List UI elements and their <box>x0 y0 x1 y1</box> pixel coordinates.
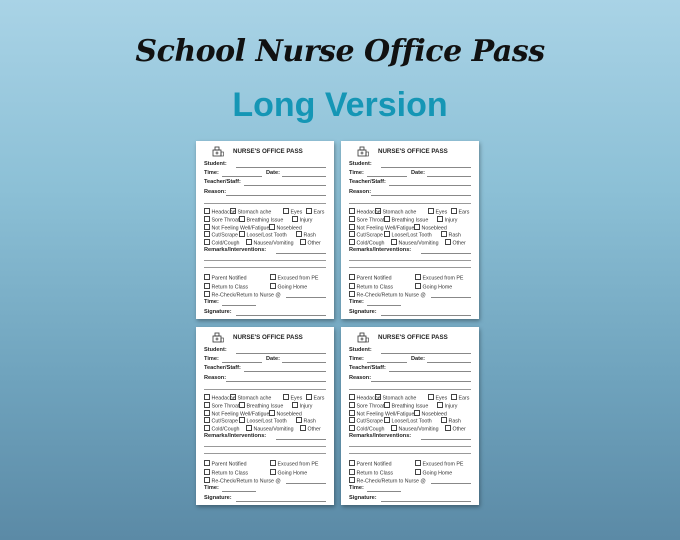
excused-pe-checkbox[interactable]: Excused from PE <box>270 460 318 468</box>
symptom-checkbox[interactable]: Nosebleed <box>269 410 302 418</box>
symptom-checkbox[interactable]: Headache <box>349 394 381 402</box>
symptom-checkbox[interactable]: Cut/Scrape <box>204 231 238 239</box>
symptom-checkbox[interactable]: Other <box>445 425 466 433</box>
symptom-checkbox[interactable]: Injury <box>292 216 312 224</box>
symptom-checkbox[interactable]: Not Feeling Well/Fatigue <box>204 410 269 418</box>
recheck-checkbox[interactable]: Re-Check/Return to Nurse @ <box>349 477 426 485</box>
remarks-line-2[interactable] <box>349 446 471 447</box>
symptom-checkbox[interactable]: Rash <box>441 417 461 425</box>
reason-label: Reason: <box>204 189 227 195</box>
recheck-line[interactable] <box>286 297 326 298</box>
student-line[interactable] <box>381 167 471 168</box>
excused-pe-checkbox[interactable]: Excused from PE <box>270 274 318 282</box>
time2-line[interactable] <box>367 305 401 306</box>
pass-header <box>212 145 324 159</box>
teacher-line[interactable] <box>244 185 326 186</box>
symptom-checkbox[interactable]: Loose/Lost Tooth <box>384 417 432 425</box>
remarks-line-2[interactable] <box>204 260 326 261</box>
symptom-checkbox[interactable]: Eyes <box>283 208 302 216</box>
symptom-checkbox[interactable]: Injury <box>437 216 457 224</box>
time2-label: Time: <box>204 485 219 491</box>
symptom-checkbox[interactable]: Sore Throat <box>204 216 239 224</box>
symptom-checkbox[interactable]: Cold/Cough <box>204 239 239 247</box>
pass-header-text: NURSE'S OFFICE PASS <box>378 148 448 155</box>
parent-notified-checkbox[interactable]: Parent Notified <box>349 274 392 282</box>
nurse-kit-icon <box>212 331 224 343</box>
excused-pe-checkbox[interactable]: Excused from PE <box>415 274 463 282</box>
symptom-checkbox[interactable]: Eyes <box>428 394 447 402</box>
remarks-line[interactable] <box>421 439 471 440</box>
teacher-line[interactable] <box>389 371 471 372</box>
symptom-checkbox[interactable]: Loose/Lost Tooth <box>384 231 432 239</box>
remarks-line[interactable] <box>421 253 471 254</box>
remarks-line[interactable] <box>276 439 326 440</box>
time2-label: Time: <box>349 485 364 491</box>
remarks-line-3[interactable] <box>349 453 471 454</box>
nurse-pass-card <box>341 141 479 319</box>
symptom-checkbox[interactable]: Rash <box>441 231 461 239</box>
going-home-checkbox[interactable]: Going Home <box>415 283 452 291</box>
symptom-checkbox[interactable]: Cold/Cough <box>204 425 239 433</box>
time-label: Time: <box>349 356 364 362</box>
date-line[interactable] <box>282 362 326 363</box>
symptom-checkbox[interactable]: Nosebleed <box>414 224 447 232</box>
reason-line[interactable] <box>371 195 471 196</box>
teacher-line[interactable] <box>244 371 326 372</box>
student-line[interactable] <box>236 353 326 354</box>
time2-line[interactable] <box>367 491 401 492</box>
student-line[interactable] <box>381 353 471 354</box>
date-line[interactable] <box>427 176 471 177</box>
symptom-checkbox[interactable]: Breathing Issue <box>239 216 283 224</box>
symptom-checkbox[interactable]: Stomach ache <box>375 208 416 216</box>
symptom-checkbox[interactable]: Other <box>300 425 321 433</box>
time-line[interactable] <box>367 176 407 177</box>
reason-line-2[interactable] <box>204 203 326 204</box>
student-line[interactable] <box>236 167 326 168</box>
symptom-checkbox[interactable]: Cold/Cough <box>349 425 384 433</box>
symptom-checkbox[interactable]: Ears <box>306 208 324 216</box>
recheck-checkbox[interactable]: Re-Check/Return to Nurse @ <box>349 291 426 299</box>
symptom-checkbox[interactable]: Nausea/Vomiting <box>246 239 294 247</box>
remarks-line-3[interactable] <box>204 453 326 454</box>
remarks-label: Remarks/Interventions: <box>204 433 267 439</box>
going-home-checkbox[interactable]: Going Home <box>270 283 307 291</box>
remarks-label: Remarks/Interventions: <box>349 433 412 439</box>
symptom-checkbox[interactable]: Headache <box>204 394 236 402</box>
reason-line[interactable] <box>371 381 471 382</box>
symptom-checkbox[interactable]: Breathing Issue <box>384 216 428 224</box>
symptom-checkbox[interactable]: Injury <box>437 402 457 410</box>
remarks-label: Remarks/Interventions: <box>349 247 412 253</box>
symptom-checkbox[interactable]: Rash <box>296 417 316 425</box>
symptom-checkbox[interactable]: Nausea/Vomiting <box>246 425 294 433</box>
symptom-checkbox[interactable]: Not Feeling Well/Fatigue <box>204 224 269 232</box>
student-label: Student: <box>204 347 227 353</box>
symptom-checkbox[interactable]: Not Feeling Well/Fatigue <box>349 224 414 232</box>
time2-label: Time: <box>204 299 219 305</box>
symptom-checkbox[interactable]: Stomach ache <box>230 208 271 216</box>
nurse-pass-card <box>196 141 334 319</box>
symptom-checkbox[interactable]: Loose/Lost Tooth <box>239 231 287 239</box>
symptom-checkbox[interactable]: Breathing Issue <box>384 402 428 410</box>
date-label: Date: <box>266 170 280 176</box>
symptom-checkbox[interactable]: Cut/Scrape <box>204 417 238 425</box>
time-label: Time: <box>204 170 219 176</box>
symptom-checkbox[interactable]: Eyes <box>428 208 447 216</box>
time-line[interactable] <box>222 176 262 177</box>
symptom-checkbox[interactable]: Breathing Issue <box>239 402 283 410</box>
reason-line[interactable] <box>226 195 326 196</box>
student-label: Student: <box>349 161 372 167</box>
recheck-checkbox[interactable]: Re-Check/Return to Nurse @ <box>204 291 281 299</box>
symptom-checkbox[interactable]: Cut/Scrape <box>349 417 383 425</box>
symptom-checkbox[interactable]: Ears <box>451 208 469 216</box>
signature-label: Signature: <box>204 495 232 501</box>
time2-line[interactable] <box>222 305 256 306</box>
remarks-line-3[interactable] <box>204 267 326 268</box>
page-subtitle: Long Version <box>232 86 448 124</box>
signature-label: Signature: <box>349 495 377 501</box>
reason-line-2[interactable] <box>204 389 326 390</box>
symptom-checkbox[interactable]: Ears <box>306 394 324 402</box>
pass-header <box>212 331 324 345</box>
return-class-checkbox[interactable]: Return to Class <box>349 469 393 477</box>
signature-line[interactable] <box>236 501 326 502</box>
symptom-checkbox[interactable]: Sore Throat <box>204 402 239 410</box>
signature-line[interactable] <box>381 315 471 316</box>
symptom-checkbox[interactable]: Headache <box>349 208 381 216</box>
parent-notified-checkbox[interactable]: Parent Notified <box>349 460 392 468</box>
symptom-checkbox[interactable]: Other <box>445 239 466 247</box>
teacher-label: Teacher/Staff: <box>349 179 386 185</box>
return-class-checkbox[interactable]: Return to Class <box>204 283 248 291</box>
parent-notified-checkbox[interactable]: Parent Notified <box>204 460 247 468</box>
teacher-line[interactable] <box>389 185 471 186</box>
teacher-label: Teacher/Staff: <box>349 365 386 371</box>
date-line[interactable] <box>282 176 326 177</box>
pass-header-text: NURSE'S OFFICE PASS <box>378 334 448 341</box>
reason-line-2[interactable] <box>349 389 471 390</box>
symptom-checkbox[interactable]: Loose/Lost Tooth <box>239 417 287 425</box>
symptom-checkbox[interactable]: Stomach ache <box>375 394 416 402</box>
excused-pe-checkbox[interactable]: Excused from PE <box>415 460 463 468</box>
time-label: Time: <box>204 356 219 362</box>
remarks-line-3[interactable] <box>349 267 471 268</box>
pass-header <box>357 331 469 345</box>
recheck-line[interactable] <box>431 483 471 484</box>
date-line[interactable] <box>427 362 471 363</box>
pass-header-text: NURSE'S OFFICE PASS <box>233 148 303 155</box>
student-label: Student: <box>204 161 227 167</box>
symptom-checkbox[interactable]: Nausea/Vomiting <box>391 425 439 433</box>
nurse-pass-card <box>341 327 479 505</box>
date-label: Date: <box>266 356 280 362</box>
nurse-kit-icon <box>357 145 369 157</box>
symptom-checkbox[interactable]: Nosebleed <box>414 410 447 418</box>
going-home-checkbox[interactable]: Going Home <box>270 469 307 477</box>
teacher-label: Teacher/Staff: <box>204 179 241 185</box>
reason-label: Reason: <box>349 375 372 381</box>
symptom-checkbox[interactable]: Other <box>300 239 321 247</box>
return-class-checkbox[interactable]: Return to Class <box>204 469 248 477</box>
nurse-pass-card <box>196 327 334 505</box>
symptom-checkbox[interactable]: Stomach ache <box>230 394 271 402</box>
symptom-checkbox[interactable]: Eyes <box>283 394 302 402</box>
time-line[interactable] <box>367 362 407 363</box>
symptom-checkbox[interactable]: Sore Throat <box>349 402 384 410</box>
signature-line[interactable] <box>381 501 471 502</box>
time-line[interactable] <box>222 362 262 363</box>
symptom-checkbox[interactable]: Ears <box>451 394 469 402</box>
student-label: Student: <box>349 347 372 353</box>
symptom-checkbox[interactable]: Rash <box>296 231 316 239</box>
time2-line[interactable] <box>222 491 256 492</box>
recheck-checkbox[interactable]: Re-Check/Return to Nurse @ <box>204 477 281 485</box>
reason-line[interactable] <box>226 381 326 382</box>
page-title: School Nurse Office Pass <box>135 34 545 69</box>
remarks-label: Remarks/Interventions: <box>204 247 267 253</box>
signature-label: Signature: <box>349 309 377 315</box>
signature-line[interactable] <box>236 315 326 316</box>
symptom-checkbox[interactable]: Not Feeling Well/Fatigue <box>349 410 414 418</box>
remarks-line[interactable] <box>276 253 326 254</box>
symptom-checkbox[interactable]: Headache <box>204 208 236 216</box>
recheck-line[interactable] <box>286 483 326 484</box>
going-home-checkbox[interactable]: Going Home <box>415 469 452 477</box>
symptom-checkbox[interactable]: Nausea/Vomiting <box>391 239 439 247</box>
date-label: Date: <box>411 170 425 176</box>
symptom-checkbox[interactable]: Cut/Scrape <box>349 231 383 239</box>
time2-label: Time: <box>349 299 364 305</box>
symptom-checkbox[interactable]: Injury <box>292 402 312 410</box>
nurse-kit-icon <box>212 145 224 157</box>
date-label: Date: <box>411 356 425 362</box>
reason-label: Reason: <box>204 375 227 381</box>
symptom-checkbox[interactable]: Cold/Cough <box>349 239 384 247</box>
return-class-checkbox[interactable]: Return to Class <box>349 283 393 291</box>
remarks-line-2[interactable] <box>349 260 471 261</box>
time-label: Time: <box>349 170 364 176</box>
symptom-checkbox[interactable]: Nosebleed <box>269 224 302 232</box>
signature-label: Signature: <box>204 309 232 315</box>
reason-line-2[interactable] <box>349 203 471 204</box>
recheck-line[interactable] <box>431 297 471 298</box>
reason-label: Reason: <box>349 189 372 195</box>
remarks-line-2[interactable] <box>204 446 326 447</box>
nurse-kit-icon <box>357 331 369 343</box>
pass-header-text: NURSE'S OFFICE PASS <box>233 334 303 341</box>
teacher-label: Teacher/Staff: <box>204 365 241 371</box>
symptom-checkbox[interactable]: Sore Throat <box>349 216 384 224</box>
pass-header <box>357 145 469 159</box>
parent-notified-checkbox[interactable]: Parent Notified <box>204 274 247 282</box>
